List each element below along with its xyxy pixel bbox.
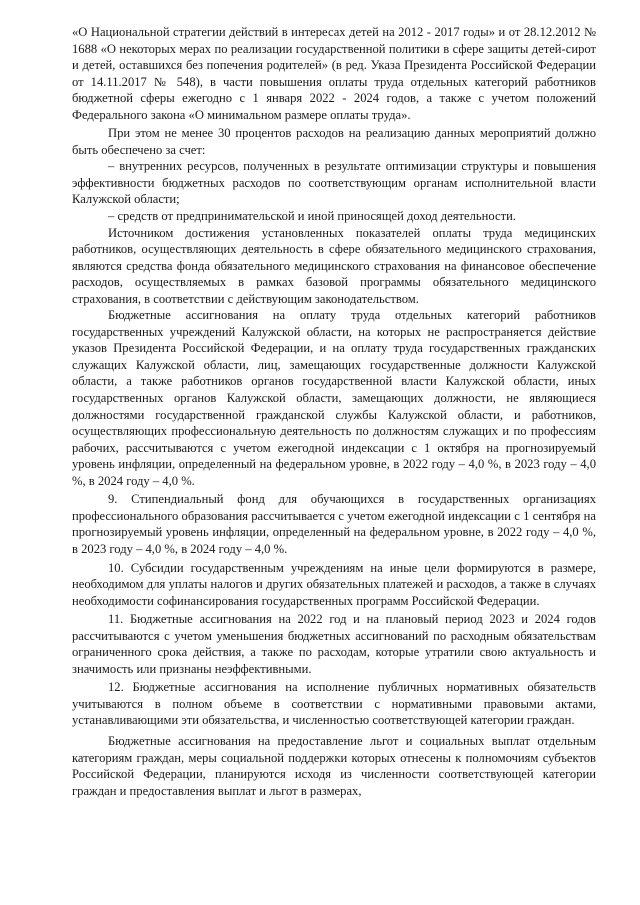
paragraph-3: – внутренних ресурсов, полученных в результате оптимизации структуры и повышения эффективности бюджетных расходов по соответствующим органам исполнительной власти Калужской области; <box>72 159 596 207</box>
paragraph-1: «О Национальной стратегии действий в интересах детей на 2012 - 2017 годы» и от 28.12.2012 № 1688 «О некоторых мерах по реализации государственной политики в сфере защиты детей-сирот и детей, оставшихся без попечения родителей» (в ред. Указа Президента Российской Федерации от 14.11.2017 № 548), в части повышения оплаты труда отдельных категорий работников бюджетной сферы ежегодно с 1 января 2022 - 2024 годов, а также с учетом положений Федерального закона «О минимальном размере оплаты труда». <box>72 25 596 122</box>
paragraph-5: Источником достижения установленных показателей оплаты труда медицинских работников, осуществляющих деятельность в сфере обязательного медицинского страхования, являются средства фонда обязательного медицинского страхования на финансовое обеспечение расходов, осуществляемых в рамках базовой программы обязательного медицинского страхования, в соответствии с действующим законодательством. <box>72 225 596 306</box>
document-page <box>72 24 596 799</box>
paragraph-8: 10. Субсидии государственным учреждениям на иные цели формируются в размере, необходимом для уплаты налогов и других обязательных платежей и расходов, а также в случаях необходимости софинансирования государственных программ Российской Федерации. <box>72 560 596 608</box>
paragraph-9: 11. Бюджетные ассигнования на 2022 год и на плановый период 2023 и 2024 годов рассчитываются с учетом уменьшения бюджетных ассигнований по расходным обязательствам ограниченного срока действия, а также по расходам, которые утратили свою актуальность и значимость или признаны неэффективными. <box>72 612 596 676</box>
paragraph-7: 9. Стипендиальный фонд для обучающихся в государственных организациях профессионального образования рассчитывается с учетом ежегодной индексации с 1 сентября на прогнозируемый уровень инфляции, определенный на федеральном уровне, в 2022 году – 4,0 %, в 2023 году – 4,0 %, в 2024 году – 4,0 %. <box>72 492 596 556</box>
paragraph-4: – средств от предпринимательской и иной приносящей доход деятельности. <box>108 209 516 224</box>
paragraph-2: При этом не менее 30 процентов расходов на реализацию данных мероприятий должно быть обеспечено за счет: <box>72 126 596 157</box>
paragraph-11: Бюджетные ассигнования на предоставление льгот и социальных выплат отдельным категориям граждан, меры социальной поддержки которых отнесены к полномочиям субъектов Российской Федерации, планируются исходя из численности соответствующей категории граждан и предоставления выплат и льгот в размерах, <box>72 733 596 798</box>
paragraph-10: 12. Бюджетные ассигнования на исполнение публичных нормативных обязательств учитываются в полном объеме в соответствии с нормативными правовыми актами, устанавливающими эти обязательства, и численностью соответствующей категории граждан. <box>72 680 596 728</box>
paragraph-6: Бюджетные ассигнования на оплату труда отдельных категорий работников государственных учреждений Калужской области, на которых не распространяется действие указов Президента Российской Федерации, и на оплату труда государственных гражданских служащих Калужской области, лиц, замещающих государственные должности Калужской области, а также работников органов государственной власти Калужской области, иных государственных органов Калужской области, замещающих должности, не являющиеся должностями государственной гражданской службы Калужской области, и работников, осуществляющих профессиональную деятельность по должностям служащих и по профессиям рабочих, рассчитываются с учетом ежегодной индексации с 1 октября на прогнозируемый уровень инфляции, определенный на федеральном уровне, в 2022 году – 4,0 %, в 2023 году – 4,0 %, в 2024 году – 4,0 %. <box>72 308 596 488</box>
